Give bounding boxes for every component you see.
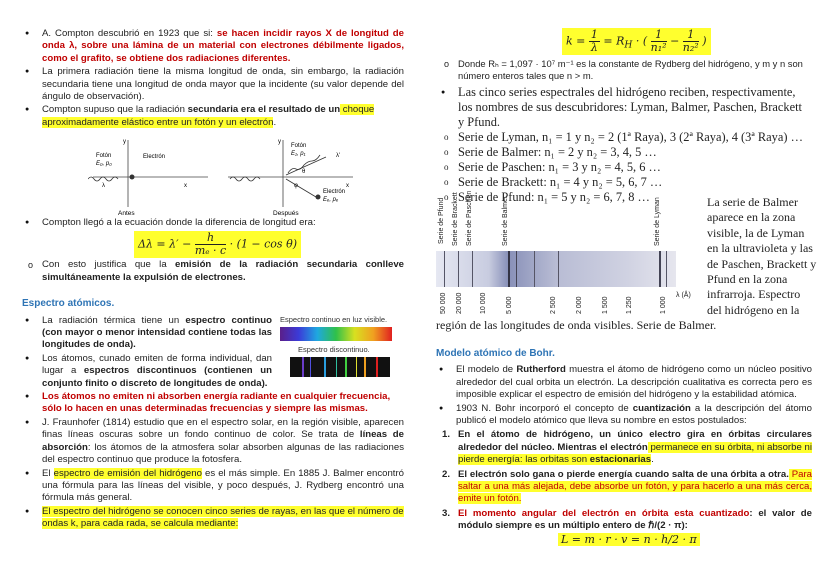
tick-1000: 1 000 (660, 296, 667, 314)
tick-5000: 5 000 (506, 296, 513, 314)
continuous-spectrum-image (280, 327, 392, 341)
series-label-balmer: Serie de Balmer (502, 195, 509, 246)
right-column (438, 58, 810, 205)
discrete-spectrum-caption: Espectro discontinuo. (298, 344, 370, 354)
photon-label-before: Fotón (96, 153, 112, 159)
radiation-bullet: ● La primera radiación tiene la misma longitud de onda, sin embargo, la radiación secundaria tiene una longitud de onda mayor que la incidente (su valor depende del ángulo de observación). (22, 66, 404, 103)
rydberg-note: o Donde Rₕ = 1,097 · 10⁷ m⁻¹ es la constante de Rydberg del hidrógeno, y m y n son número enteros tales que n > m. (438, 58, 810, 83)
photon-label-after: Fotón (291, 143, 307, 149)
series-brackett: o Serie de Brackett: n₁ = 4 y n₂ = 5, 6, 7 … (438, 175, 810, 190)
phi-label: φ (294, 183, 298, 189)
series-paschen: o Serie de Paschen: n₁ = 3 y n₂ = 4, 5, 6 … (438, 160, 810, 175)
rutherford-bullet: ● El modelo de Rutherford muestra el átomo de hidrógeno como un núcleo positivo alrededor del cual orbita un electrón. La descripción cualitativa es correcta pero es imposible explicar el espectro de emisión del hidrógeno y la estabilidad atómica. (436, 364, 812, 401)
series-lyman: o Serie de Lyman, n₁ = 1 y n₂ = 2 (1ª Raya), 3 (2ª Raya), 4 (3ª Raya) … (438, 130, 810, 145)
incident-photon-wave (88, 177, 118, 181)
tick-1250: 1 250 (626, 296, 633, 314)
bohr-bullet: ● 1903 N. Bohr incorporó el concepto de cuantización a la descripción del átomo publicó el modelo atómico que lleva su nombre en estos postulados: (436, 403, 812, 428)
x-axis-before: x (184, 183, 187, 189)
tick-2500: 2 500 (550, 296, 557, 314)
series-label-pfund: Serie de Pfund (438, 197, 445, 244)
after-caption: Después (273, 210, 299, 217)
discrete-spectrum-image (290, 357, 390, 377)
atomic-spectra-heading: Espectro atómicos. (22, 298, 115, 310)
compton-bullet: ● A. Compton descubrió en 1923 que si: se hacen incidir rayos X de longitud de onda λ, sobre una lámina de un material con electrones débilmente ligados, como el grafito, se obtiene dos radiaciones diferentes. (22, 28, 404, 65)
compton-diagram (88, 135, 378, 217)
series-intro-bullet: ● Las cinco series espectrales del hidrógeno reciben, respectivamente, los nombres de sus descubridores: Lyman, Balmer, Paschen, Brackett y Pfund. (438, 85, 810, 130)
discrete-spectrum-bullet: ● Los átomos, cunado emiten de forma individual, dan lugar a espectros discontinuos (contienen un conjunto finito o discreto de longitudes de onda). (22, 353, 272, 390)
electron-label-after: Electrón (323, 189, 346, 195)
tick-10000: 10 000 (480, 292, 487, 314)
tick-50000: 50 000 (440, 292, 447, 314)
hydrogen-emission-bullet: ● El espectro de emisión del hidrógeno es el más simple. En 1885 J. Balmer encontró una fórmula para las líneas del visible, y poco después, J. Rydberg encontró una fórmula más general. (22, 468, 404, 505)
series-pfund: o Serie de Pfund: n₁ = 5 y n₂ = 6, 7, 8 … (438, 190, 810, 205)
postulate-2: 2. El electrón solo gana o pierde energía cuando salta de una órbita a otra. Para saltar a una más alejada, debe absorbe un fotón, y para hacerlo a una más cerca, emite un fotón. (442, 468, 812, 505)
tick-2000: 2 000 (576, 296, 583, 314)
compton-equation-bullet: ● Compton llegó a la ecuación donde la diferencia de longitud era: (22, 217, 404, 229)
left-column (22, 28, 404, 129)
postulate-3: 3. El momento angular del electrón en órbita esta cuantizado: el valor de módulo siempre es un múltiplo entero de ℏ/(2 · π): (442, 507, 813, 532)
y-axis-before: y (123, 139, 126, 145)
hydrogen-spectrum-figure (436, 190, 702, 314)
photon-energy-after: E₁, p₁ (291, 151, 306, 157)
bohr-heading: Modelo atómico de Bohr. (436, 348, 555, 359)
photon-energy-before: E₀, p₀ (96, 161, 112, 167)
theta-label: θ (302, 169, 306, 175)
continuous-spectrum-bullet: ● La radiación térmica tiene un espectro continuo (con mayor o menor intensidad contiene todas las longitudes de onda). (22, 315, 272, 352)
compton-justification: o Con esto justifica que la emisión de la radiación secundaria conlleve simultáneamente la expulsión de electrones. (22, 259, 404, 284)
lambda-prime-label: λ' (336, 153, 341, 159)
before-caption: Antes (118, 210, 135, 217)
bohr-equation: L = m · r · v = n · h/2 · π (558, 534, 812, 547)
postulate-1: 1. En el átomo de hidrógeno, un único electro gira en órbitas circulares alrededor del núcleo. Mientras el electrón permanece en su órbita, ni absorbe ni pierde energía: las orbitas son estacionarias. (442, 429, 813, 466)
x-axis-after: x (346, 183, 349, 189)
electron-after (316, 195, 321, 200)
fraunhofer-bullet: ● J. Fraunhofer (1814) estudio que en el espectro solar, en la región visible, aparecen finas líneas oscuras sobre un fondo continuo de color. Se trata de líneas de absorción: los átomos de la atmosfera solar absorben algunas de las radiaciones del espectro continuo que produce la fotosfera. (22, 417, 404, 467)
electron-label-before: Electrón (143, 154, 166, 160)
y-axis-after: y (278, 139, 281, 145)
spectrum-band (436, 251, 676, 287)
tick-1500: 1 500 (602, 296, 609, 314)
series-label-paschen: Serie de Paschen (466, 190, 473, 246)
lambda-label: λ (102, 183, 105, 189)
tick-20000: 20 000 (456, 292, 463, 314)
series-list (438, 130, 810, 205)
electron-energy-after: Eₑ, pₑ (323, 197, 339, 203)
left-column-lower (22, 217, 404, 531)
series-label-brackett: Serie de Brackett (452, 192, 459, 246)
hydrogen-series-bullet: ● El espectro del hidrógeno se conocen cinco series de rayas, en las que el número de ondas k, para cada rada, se calcula mediante: (22, 506, 404, 531)
collision-bullet: ● Compton supuso que la radiación secundaria era el resultado de un choque aproximadamente elástico entre un fotón y un electrón. (22, 104, 404, 129)
spectrum-side-text: La serie de Balmer aparece en la zona visible, la de Lyman en la ultravioleta y las de Paschen, Brackett y Pfund en la zona infrarroja. Espectro del hidrógeno en la (707, 195, 817, 317)
series-label-lyman: Serie de Lyman (654, 197, 661, 246)
rydberg-equation: k = $\frac{1}{\lambda}$ = $R_H$ · ( $\frac{1}{\text{n₁²}}$ − $\frac{1}{\text{n₂²}}$ ) (562, 28, 711, 55)
emission-absorption-bullet: ● Los átomos no emiten ni absorben energía radiante en cualquier frecuencia, sólo lo hacen en unas determinadas frecuencias y siempre las mismas. (22, 391, 404, 416)
spectrum-side-text-tail: región de las longitudes de onda visibles. Serie de Balmer. (436, 318, 717, 332)
electron-before (130, 175, 135, 180)
axis-unit: λ (Å) (676, 292, 691, 299)
continuous-spectrum-caption: Espectro continuo en luz visible. (280, 314, 388, 324)
bohr-section (436, 348, 812, 547)
compton-equation: Δλ = λ′ − $\frac{h}{\text{mₑ · c}}$ · (1 − cos θ) (134, 231, 404, 258)
series-balmer: o Serie de Balmer: n₁ = 2 y n₂ = 3, 4, 5 … (438, 145, 810, 160)
